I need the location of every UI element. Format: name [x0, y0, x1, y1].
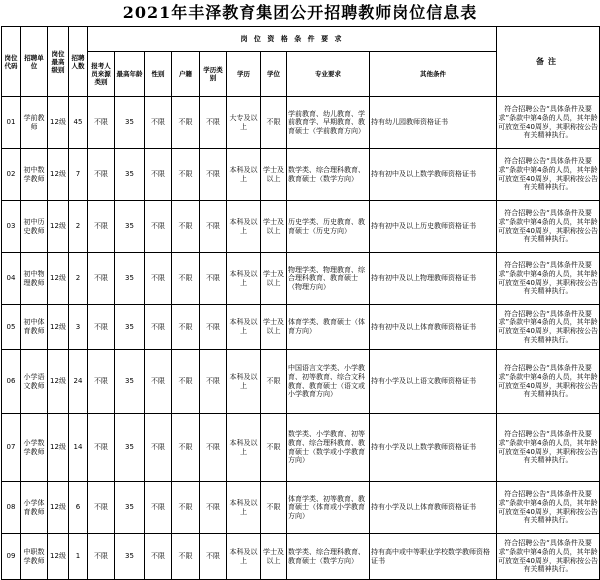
cell-unit: 初中物理教师: [21, 253, 48, 305]
cell-other: 持有幼儿园教师资格证书: [370, 97, 497, 149]
cell-count: 3: [69, 305, 88, 350]
header-academic-type: 学历类别: [200, 52, 227, 97]
cell-unit: 小学数学教师: [21, 414, 48, 482]
cell-degree: 不限: [261, 482, 287, 534]
cell-major: 物理学类、物理教育、综合理科教育、教育硕士（物理方向）: [287, 253, 370, 305]
table-row: [2, 305, 600, 350]
cell-hukou: 不限: [172, 253, 200, 305]
cell-grade: 12级: [48, 253, 69, 305]
header-gender: 性别: [145, 52, 172, 97]
cell-unit: 小学语文教师: [21, 350, 48, 414]
cell-academic-type: 不限: [200, 482, 227, 534]
header-remarks: 备注: [497, 27, 600, 97]
header-grade: 岗位最高级别: [48, 27, 69, 97]
cell-academic-type: 不限: [200, 350, 227, 414]
cell-code: 01: [2, 97, 21, 149]
cell-source: 不限: [88, 97, 115, 149]
cell-age: 35: [115, 534, 145, 580]
cell-remarks: 符合招聘公告“具体条件及要求”条款中第4条的人员，其年龄可放宽至40周岁，其职称按公告有关精神执行。: [497, 253, 600, 305]
table-row: [2, 201, 600, 253]
cell-grade: 12级: [48, 350, 69, 414]
cell-count: 45: [69, 97, 88, 149]
cell-age: 35: [115, 482, 145, 534]
cell-code: 06: [2, 350, 21, 414]
table-row: [2, 482, 600, 534]
header-other: 其他条件: [370, 52, 497, 97]
cell-code: 07: [2, 414, 21, 482]
header-count: 招聘人数: [69, 27, 88, 97]
header-age: 最高年龄: [115, 52, 145, 97]
cell-code: 05: [2, 305, 21, 350]
cell-academic-type: 不限: [200, 305, 227, 350]
cell-hukou: 不限: [172, 201, 200, 253]
cell-academic-type: 不限: [200, 414, 227, 482]
cell-source: 不限: [88, 414, 115, 482]
cell-unit: 中职数学教师: [21, 534, 48, 580]
cell-remarks: 符合招聘公告“具体条件及要求”条款中第4条的人员，其年龄可放宽至40周岁，其职称按公告有关精神执行。: [497, 149, 600, 201]
cell-source: 不限: [88, 534, 115, 580]
cell-code: 02: [2, 149, 21, 201]
cell-education: 本科及以上: [227, 482, 261, 534]
cell-other: 持有高中或中等职业学校数学教师资格证书: [370, 534, 497, 580]
cell-grade: 12级: [48, 149, 69, 201]
page-title: 2021年丰泽教育集团公开招聘教师岗位信息表: [122, 3, 478, 22]
cell-remarks: 符合招聘公告“具体条件及要求”条款中第4条的人员，其年龄可放宽至40周岁，其职称按公告有关精神执行。: [497, 201, 600, 253]
cell-gender: 不限: [145, 201, 172, 253]
cell-hukou: 不限: [172, 482, 200, 534]
cell-major: 学前教育、幼儿教育、学前教育学、早期教育、教育硕士（学前教育方向）: [287, 97, 370, 149]
cell-major: 数学类、综合理科教育、教育硕士（数学方向）: [287, 149, 370, 201]
header-unit: 招聘单位: [21, 27, 48, 97]
cell-source: 不限: [88, 305, 115, 350]
table-row: [2, 350, 600, 414]
cell-code: 08: [2, 482, 21, 534]
cell-education: 本科及以上: [227, 414, 261, 482]
cell-source: 不限: [88, 201, 115, 253]
cell-source: 不限: [88, 149, 115, 201]
cell-count: 24: [69, 350, 88, 414]
cell-unit: 初中历史教师: [21, 201, 48, 253]
cell-remarks: 符合招聘公告“具体条件及要求”条款中第4条的人员，其年龄可放宽至40周岁，其职称按公告有关精神执行。: [497, 97, 600, 149]
cell-hukou: 不限: [172, 534, 200, 580]
cell-education: 本科及以上: [227, 201, 261, 253]
table-body: [2, 97, 600, 580]
cell-gender: 不限: [145, 534, 172, 580]
cell-grade: 12级: [48, 534, 69, 580]
cell-source: 不限: [88, 350, 115, 414]
cell-other: 持有初中及以上数学教师资格证书: [370, 149, 497, 201]
cell-remarks: 符合招聘公告“具体条件及要求”条款中第4条的人员，其年龄可放宽至40周岁，其职称按公告有关精神执行。: [497, 534, 600, 580]
cell-other: 持有小学及以上体育教师资格证书: [370, 482, 497, 534]
header-requirements-group: 岗 位 资 格 条 件 要 求: [88, 27, 497, 52]
cell-hukou: 不限: [172, 414, 200, 482]
cell-academic-type: 不限: [200, 534, 227, 580]
cell-hukou: 不限: [172, 350, 200, 414]
cell-hukou: 不限: [172, 149, 200, 201]
cell-major: 体育学类、教育硕士（体育方向）: [287, 305, 370, 350]
header-source: 报考人员来源类别: [88, 52, 115, 97]
cell-major: 历史学类、历史教育、教育硕士（历史方向）: [287, 201, 370, 253]
cell-remarks: 符合招聘公告“具体条件及要求”条款中第4条的人员，其年龄可放宽至40周岁，其职称按公告有关精神执行。: [497, 350, 600, 414]
cell-unit: 初中体育教师: [21, 305, 48, 350]
cell-age: 35: [115, 305, 145, 350]
table-row: [2, 97, 600, 149]
cell-gender: 不限: [145, 350, 172, 414]
cell-education: 本科及以上: [227, 534, 261, 580]
header-major: 专业要求: [287, 52, 370, 97]
cell-source: 不限: [88, 482, 115, 534]
cell-other: 持有初中及以上体育教师资格证书: [370, 305, 497, 350]
cell-unit: 小学体育教师: [21, 482, 48, 534]
cell-code: 04: [2, 253, 21, 305]
cell-gender: 不限: [145, 149, 172, 201]
cell-degree: 不限: [261, 414, 287, 482]
positions-table: [1, 26, 600, 580]
cell-grade: 12级: [48, 97, 69, 149]
cell-gender: 不限: [145, 414, 172, 482]
cell-age: 35: [115, 201, 145, 253]
cell-unit: 初中数学教师: [21, 149, 48, 201]
cell-gender: 不限: [145, 482, 172, 534]
cell-education: 本科及以上: [227, 253, 261, 305]
cell-degree: 学士及以上: [261, 305, 287, 350]
cell-count: 6: [69, 482, 88, 534]
cell-other: 持有小学及以上数学教师资格证书: [370, 414, 497, 482]
cell-academic-type: 不限: [200, 97, 227, 149]
cell-count: 1: [69, 534, 88, 580]
cell-remarks: 符合招聘公告“具体条件及要求”条款中第4条的人员，其年龄可放宽至40周岁，其职称按公告有关精神执行。: [497, 414, 600, 482]
cell-age: 35: [115, 350, 145, 414]
cell-age: 35: [115, 149, 145, 201]
cell-degree: 不限: [261, 97, 287, 149]
cell-remarks: 符合招聘公告“具体条件及要求”条款中第4条的人员，其年龄可放宽至40周岁，其职称按公告有关精神执行。: [497, 482, 600, 534]
header-code: 岗位代码: [2, 27, 21, 97]
cell-gender: 不限: [145, 97, 172, 149]
cell-age: 35: [115, 97, 145, 149]
cell-degree: 学士及以上: [261, 201, 287, 253]
table-row: [2, 253, 600, 305]
cell-count: 14: [69, 414, 88, 482]
cell-unit: 学前教师: [21, 97, 48, 149]
cell-code: 09: [2, 534, 21, 580]
cell-degree: 学士及以上: [261, 149, 287, 201]
header-education: 学历: [227, 52, 261, 97]
cell-major: 中国语言文学类、小学教育、初等教育、综合文科教育、教育硕士（语文或小学教育方向）: [287, 350, 370, 414]
cell-gender: 不限: [145, 253, 172, 305]
header-hukou: 户籍: [172, 52, 200, 97]
table-row: [2, 534, 600, 580]
cell-gender: 不限: [145, 305, 172, 350]
cell-count: 2: [69, 253, 88, 305]
cell-major: 体育学类、初等教育、教育硕士（体育或小学教育方向）: [287, 482, 370, 534]
cell-grade: 12级: [48, 414, 69, 482]
cell-academic-type: 不限: [200, 201, 227, 253]
cell-grade: 12级: [48, 482, 69, 534]
cell-hukou: 不限: [172, 305, 200, 350]
cell-degree: 学士及以上: [261, 534, 287, 580]
cell-degree: 不限: [261, 350, 287, 414]
cell-grade: 12级: [48, 305, 69, 350]
cell-degree: 学士及以上: [261, 253, 287, 305]
cell-source: 不限: [88, 253, 115, 305]
cell-major: 数学类、综合理科教育、教育硕士（数学方向）: [287, 534, 370, 580]
cell-code: 03: [2, 201, 21, 253]
cell-other: 持有初中及以上物理教师资格证书: [370, 253, 497, 305]
table-row: [2, 149, 600, 201]
cell-academic-type: 不限: [200, 253, 227, 305]
cell-age: 35: [115, 253, 145, 305]
cell-hukou: 不限: [172, 97, 200, 149]
table-row: [2, 414, 600, 482]
header-degree: 学位: [261, 52, 287, 97]
cell-grade: 12级: [48, 201, 69, 253]
cell-count: 2: [69, 201, 88, 253]
cell-education: 大专及以上: [227, 97, 261, 149]
cell-remarks: 符合招聘公告“具体条件及要求”条款中第4条的人员，其年龄可放宽至40周岁，其职称按公告有关精神执行。: [497, 305, 600, 350]
cell-count: 7: [69, 149, 88, 201]
cell-academic-type: 不限: [200, 149, 227, 201]
cell-education: 本科及以上: [227, 305, 261, 350]
cell-age: 35: [115, 414, 145, 482]
cell-other: 持有初中及以上历史教师资格证书: [370, 201, 497, 253]
cell-education: 本科及以上: [227, 149, 261, 201]
cell-major: 数学类、小学教育、初等教育、综合理科教育、教育硕士（数学或小学教育方向）: [287, 414, 370, 482]
cell-education: 本科及以上: [227, 350, 261, 414]
cell-other: 持有小学及以上语文教师资格证书: [370, 350, 497, 414]
